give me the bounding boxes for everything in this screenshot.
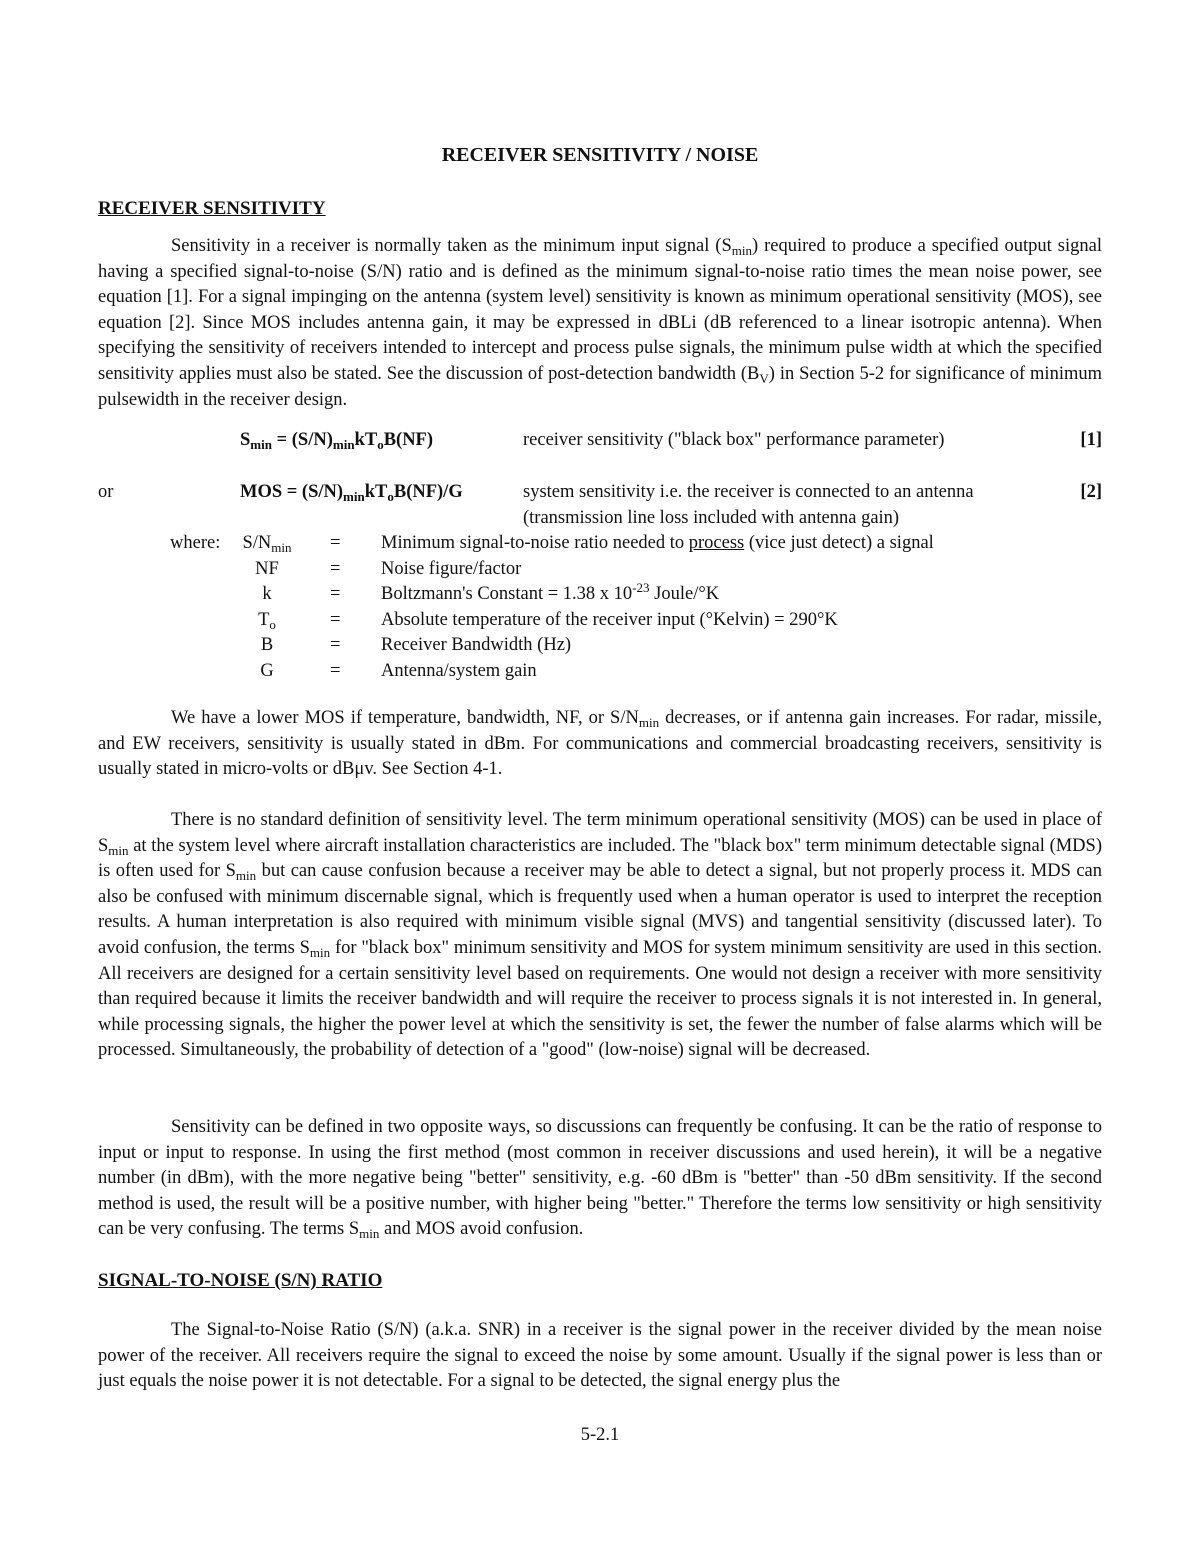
equation-2-formula: MOS = $(S/N)_{min}kT_oB(NF)/G$ <box>240 482 463 504</box>
variable-definition: Antenna/system gain <box>381 660 537 681</box>
equation-1-number: [1] <box>1080 430 1102 450</box>
equation-2-row <box>0 480 1200 506</box>
variable-row-k <box>0 582 1200 608</box>
variable-row-to <box>0 608 1200 634</box>
variable-symbol: NF <box>255 558 279 579</box>
variable-symbol: $T_o$ <box>258 609 276 632</box>
equals-sign: = <box>330 533 341 553</box>
variable-definition: Noise figure/factor <box>381 558 522 579</box>
equation-2-number: [2] <box>1080 482 1102 502</box>
paragraph-snr-definition: The Signal-to-Noise Ratio (S/N) (a.k.a. SNR) in a receiver is the signal power in the receiver divided by the mean noise power of the receiver. All receivers require the signal to exceed the noise by some amount. Usually if the signal power is less than or just equals the noise power it is not detectable. For a signal to be detected, the signal energy plus the <box>98 1320 1102 1392</box>
paragraph-two-opposite-ways: Sensitivity can be defined in two opposite ways, so discussions can frequently be confusing. It can be the ratio of response to input or input to response. In using the first method (most common in receiver discussions and used herein), it will be a negative number (in dBm), with the more negative being "better" sensitivity, e.g. -60 dBm is "better" than -50 dBm sensitivity. If the second method is used, the result will be a positive number, with higher being "better." Therefore the terms low sensitivity or high sensitivity can be very confusing. The terms $S_{min}$ and MOS avoid confusion. <box>98 1117 1102 1242</box>
paragraph-no-standard-definition: There is no standard definition of sensitivity level. The term minimum operational sensitivity (MOS) can be used in place of $S_{min}$ at the system level where aircraft installation characteristics are included. The "black box" term minimum detectable signal (MDS) is often used for $S_{min}$ but can cause confusion because a receiver may be able to detect a signal, but not properly process it. MDS can also be confused with minimum discernable signal, which is frequently used when a human operator is used to interpret the reception results. A human interpretation is also required with minimum visible signal (MVS) and tangential sensitivity (discussed later). To avoid confusion, the terms $S_{min}$ for "black box" minimum sensitivity and MOS for system minimum sensitivity are used in this section. All receivers are designed for a certain sensitivity level based on requirements. One would not design a receiver with more sensitivity than required because it limits the receiver bandwidth and will require the receiver to process signals it is not interested in. In general, while processing signals, the higher the power level at which the sensitivity is set, the fewer the number of false alarms which will be processed. Simultaneously, the probability of detection of a "good" (low-noise) signal will be decreased. <box>98 810 1103 1061</box>
equation-2-description-line2: (transmission line loss included with antenna gain) <box>523 508 900 528</box>
variable-symbol: G <box>260 660 274 681</box>
section-heading-signal-to-noise: SIGNAL-TO-NOISE (S/N) RATIO <box>98 1270 383 1291</box>
variable-definition: Boltzmann's Constant = 1.38 x $10^{-23}$ Joule/°K <box>381 580 720 604</box>
equation-1-formula: $S_{min} = (S/N)_{min}kT_oB(NF)$ <box>240 430 434 452</box>
equation-1-description: receiver sensitivity ("black box" performance parameter) <box>523 430 945 450</box>
equals-sign: = <box>330 635 341 655</box>
paragraph-sensitivity-definition: Sensitivity in a receiver is normally taken as the minimum input signal $(S_{min})$ required to produce a specified output signal having a specified signal-to-noise (S/N) ratio and is defined as the minimum signal-to-noise ratio times the mean noise power, see equation [1]. For a signal impinging on the antenna (system level) sensitivity is known as minimum operational sensitivity (MOS), see equation [2]. Since MOS includes antenna gain, it may be expressed in dBLi (dB referenced to a linear isotropic antenna). When specifying the sensitivity of receivers intended to intercept and process pulse signals, the minimum pulse width at which the specified sensitivity applies must also be stated. See the discussion of post-detection bandwidth $(B_V)$ in Section 5-2 for significance of minimum pulsewidth in the receiver design. <box>98 236 1102 410</box>
variable-row-sn-min <box>0 531 1200 557</box>
equals-sign: = <box>330 660 341 681</box>
variable-definition: Receiver Bandwidth (Hz) <box>381 635 572 655</box>
variable-symbol: $S/N_{min}$ <box>242 533 292 555</box>
equation-2-description: system sensitivity i.e. the receiver is connected to an antenna <box>523 482 974 502</box>
variable-symbol: B <box>260 635 274 655</box>
paragraph-lower-mos: We have a lower MOS if temperature, bandwidth, NF, or $S/N_{min}$ decreases, or if antenna gain increases. For radar, missile, and EW receivers, sensitivity is usually stated in dBm. For communications and commercial broadcasting receivers, sensitivity is usually stated in micro-volts or dBμv. See Section 4-1. <box>98 708 1102 780</box>
where-label: where: <box>170 533 221 553</box>
variable-definition: Minimum signal-to-noise ratio needed to process (vice just detect) a signal <box>381 533 934 553</box>
variable-row-g <box>0 659 1200 685</box>
page-number: 5-2.1 <box>580 1425 620 1445</box>
page-title: RECEIVER SENSITIVITY / NOISE <box>441 144 759 166</box>
variable-definitions <box>0 531 1200 684</box>
variable-symbol: k <box>262 584 272 604</box>
equation-2-or-label: or <box>98 482 114 502</box>
variable-row-nf <box>0 557 1200 583</box>
variable-row-b <box>0 633 1200 659</box>
equation-1-row <box>0 428 1200 454</box>
section-heading-receiver-sensitivity: RECEIVER SENSITIVITY <box>98 198 326 219</box>
equals-sign: = <box>330 558 341 579</box>
equals-sign: = <box>330 584 341 604</box>
variable-definition: Absolute temperature of the receiver input (°Kelvin) = 290°K <box>381 609 838 630</box>
equals-sign: = <box>330 609 341 630</box>
